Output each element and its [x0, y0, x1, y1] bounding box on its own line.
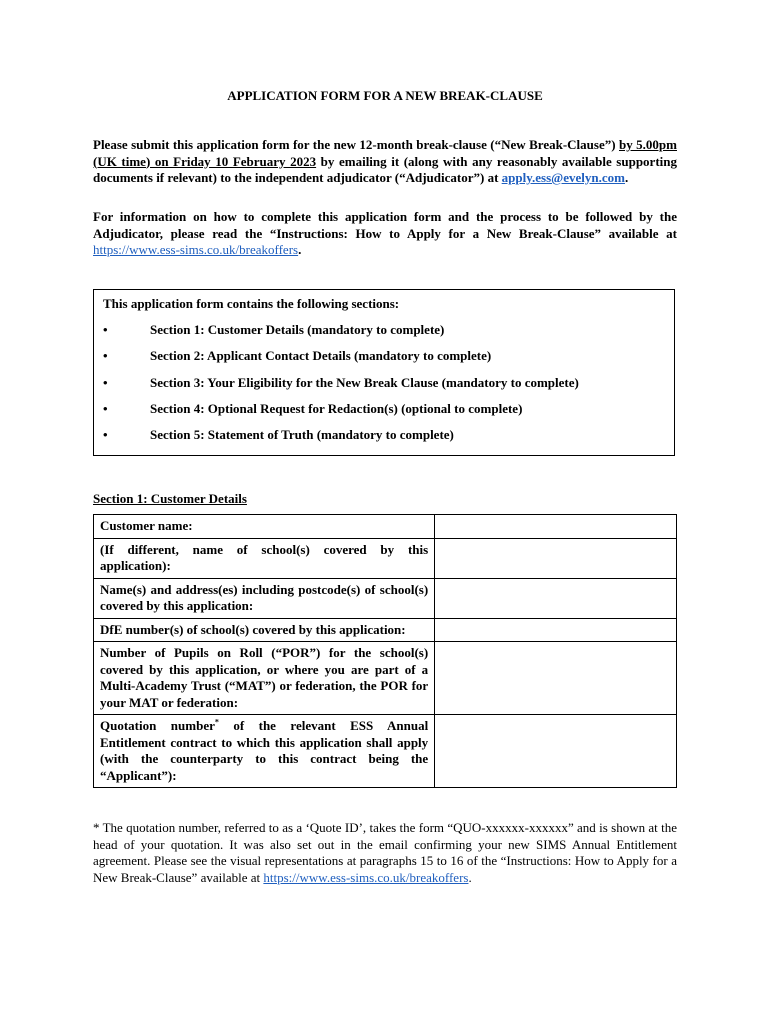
school-name-label: (If different, name of school(s) covered by this application): — [94, 538, 435, 578]
intro-paragraph-instructions — [93, 209, 677, 259]
footnote-marker: * — [214, 717, 219, 727]
pupils-on-roll-label: Number of Pupils on Roll (“POR”) for the school(s) covered by this application, or where you are part of a Multi-Academy Trust (“MAT”) or federation, the POR for your MAT or federation: — [94, 642, 435, 715]
section-item-label: Section 3: Your Eligibility for the New Break Clause (mandatory to complete) — [150, 375, 579, 390]
pupils-on-roll-field[interactable] — [435, 642, 677, 715]
section-item-label: Section 5: Statement of Truth (mandatory to complete) — [150, 427, 454, 442]
table-row — [94, 618, 677, 642]
school-name-field[interactable] — [435, 538, 677, 578]
footnote-breakoffers-link[interactable]: https://www.ess-sims.co.uk/breakoffers — [263, 869, 469, 885]
bullet-icon: • — [103, 348, 108, 363]
customer-name-label: Customer name: — [94, 515, 435, 539]
quotation-footnote — [93, 820, 677, 886]
intro-text-end: . — [624, 170, 629, 185]
sections-overview-box — [93, 289, 675, 456]
bullet-icon: • — [103, 401, 108, 416]
section-item-label: Section 2: Applicant Contact Details (mandatory to complete) — [150, 348, 492, 363]
submission-deadline: by 5.00pm (UK time) on Friday 10 February 2023 — [93, 137, 677, 169]
dfe-number-field[interactable] — [435, 618, 677, 642]
dfe-number-label: DfE number(s) of school(s) covered by this application: — [94, 618, 435, 642]
school-address-field[interactable] — [435, 578, 677, 618]
section1-heading: Section 1: Customer Details — [93, 491, 247, 506]
table-row — [94, 642, 677, 715]
section-item-label: Section 4: Optional Request for Redaction(s) (optional to complete) — [150, 401, 523, 416]
customer-name-field[interactable] — [435, 515, 677, 539]
instructions-text: For information on how to complete this application form and the process to be followed by the Adjudicator, please read the “Instructions: How to Apply for a New Break-Clause” available at — [93, 209, 677, 241]
adjudicator-email-link[interactable]: apply.ess@evelyn.com — [501, 170, 625, 185]
customer-details-table — [93, 514, 677, 788]
table-row — [94, 515, 677, 539]
section-item-label: Section 1: Customer Details (mandatory to complete) — [150, 322, 445, 337]
bullet-icon: • — [103, 375, 108, 390]
quotation-number-label — [94, 715, 435, 788]
school-address-label: Name(s) and address(es) including postcode(s) of school(s) covered by this application: — [94, 578, 435, 618]
footnote-text: * The quotation number, referred to as a ‘Quote ID’, takes the form “QUO-xxxxxx-xxxxxx” and is shown at the head of your quotation. It was also set out in the email confirming your new SIMS Annual Entitlement agreement. Please see the visual representations at paragraphs 15 to 16 of the “Instructions: How to Apply for a New Break-Clause” available at — [93, 820, 677, 885]
bullet-icon: • — [103, 427, 108, 442]
table-row — [94, 538, 677, 578]
quotation-label-rest: of the relevant ESS Annual Entitlement contract to which this application shall apply (with the counterparty to this contract being the “Applicant”): — [100, 718, 429, 783]
intro-paragraph-submission — [93, 137, 677, 187]
table-row — [94, 715, 677, 788]
intro-text-start: Please submit this application form for the new 12-month break-clause (“New Break-Clause”) — [93, 137, 619, 152]
form-title: APPLICATION FORM FOR A NEW BREAK-CLAUSE — [227, 88, 543, 103]
quotation-number-field[interactable] — [435, 715, 677, 788]
footnote-text-end: . — [468, 869, 472, 885]
sections-box-title: This application form contains the following sections: — [103, 296, 400, 311]
table-row — [94, 578, 677, 618]
bullet-icon: • — [103, 322, 108, 337]
instructions-text-end: . — [298, 242, 302, 257]
breakoffers-link[interactable]: https://www.ess-sims.co.uk/breakoffers — [93, 242, 299, 257]
quotation-label-start: Quotation number — [100, 718, 215, 733]
intro-text-middle: by emailing it (along with any reasonably available supporting documents if relevant) to the independent adjudicator (“Adjudicator”) at — [93, 153, 677, 185]
